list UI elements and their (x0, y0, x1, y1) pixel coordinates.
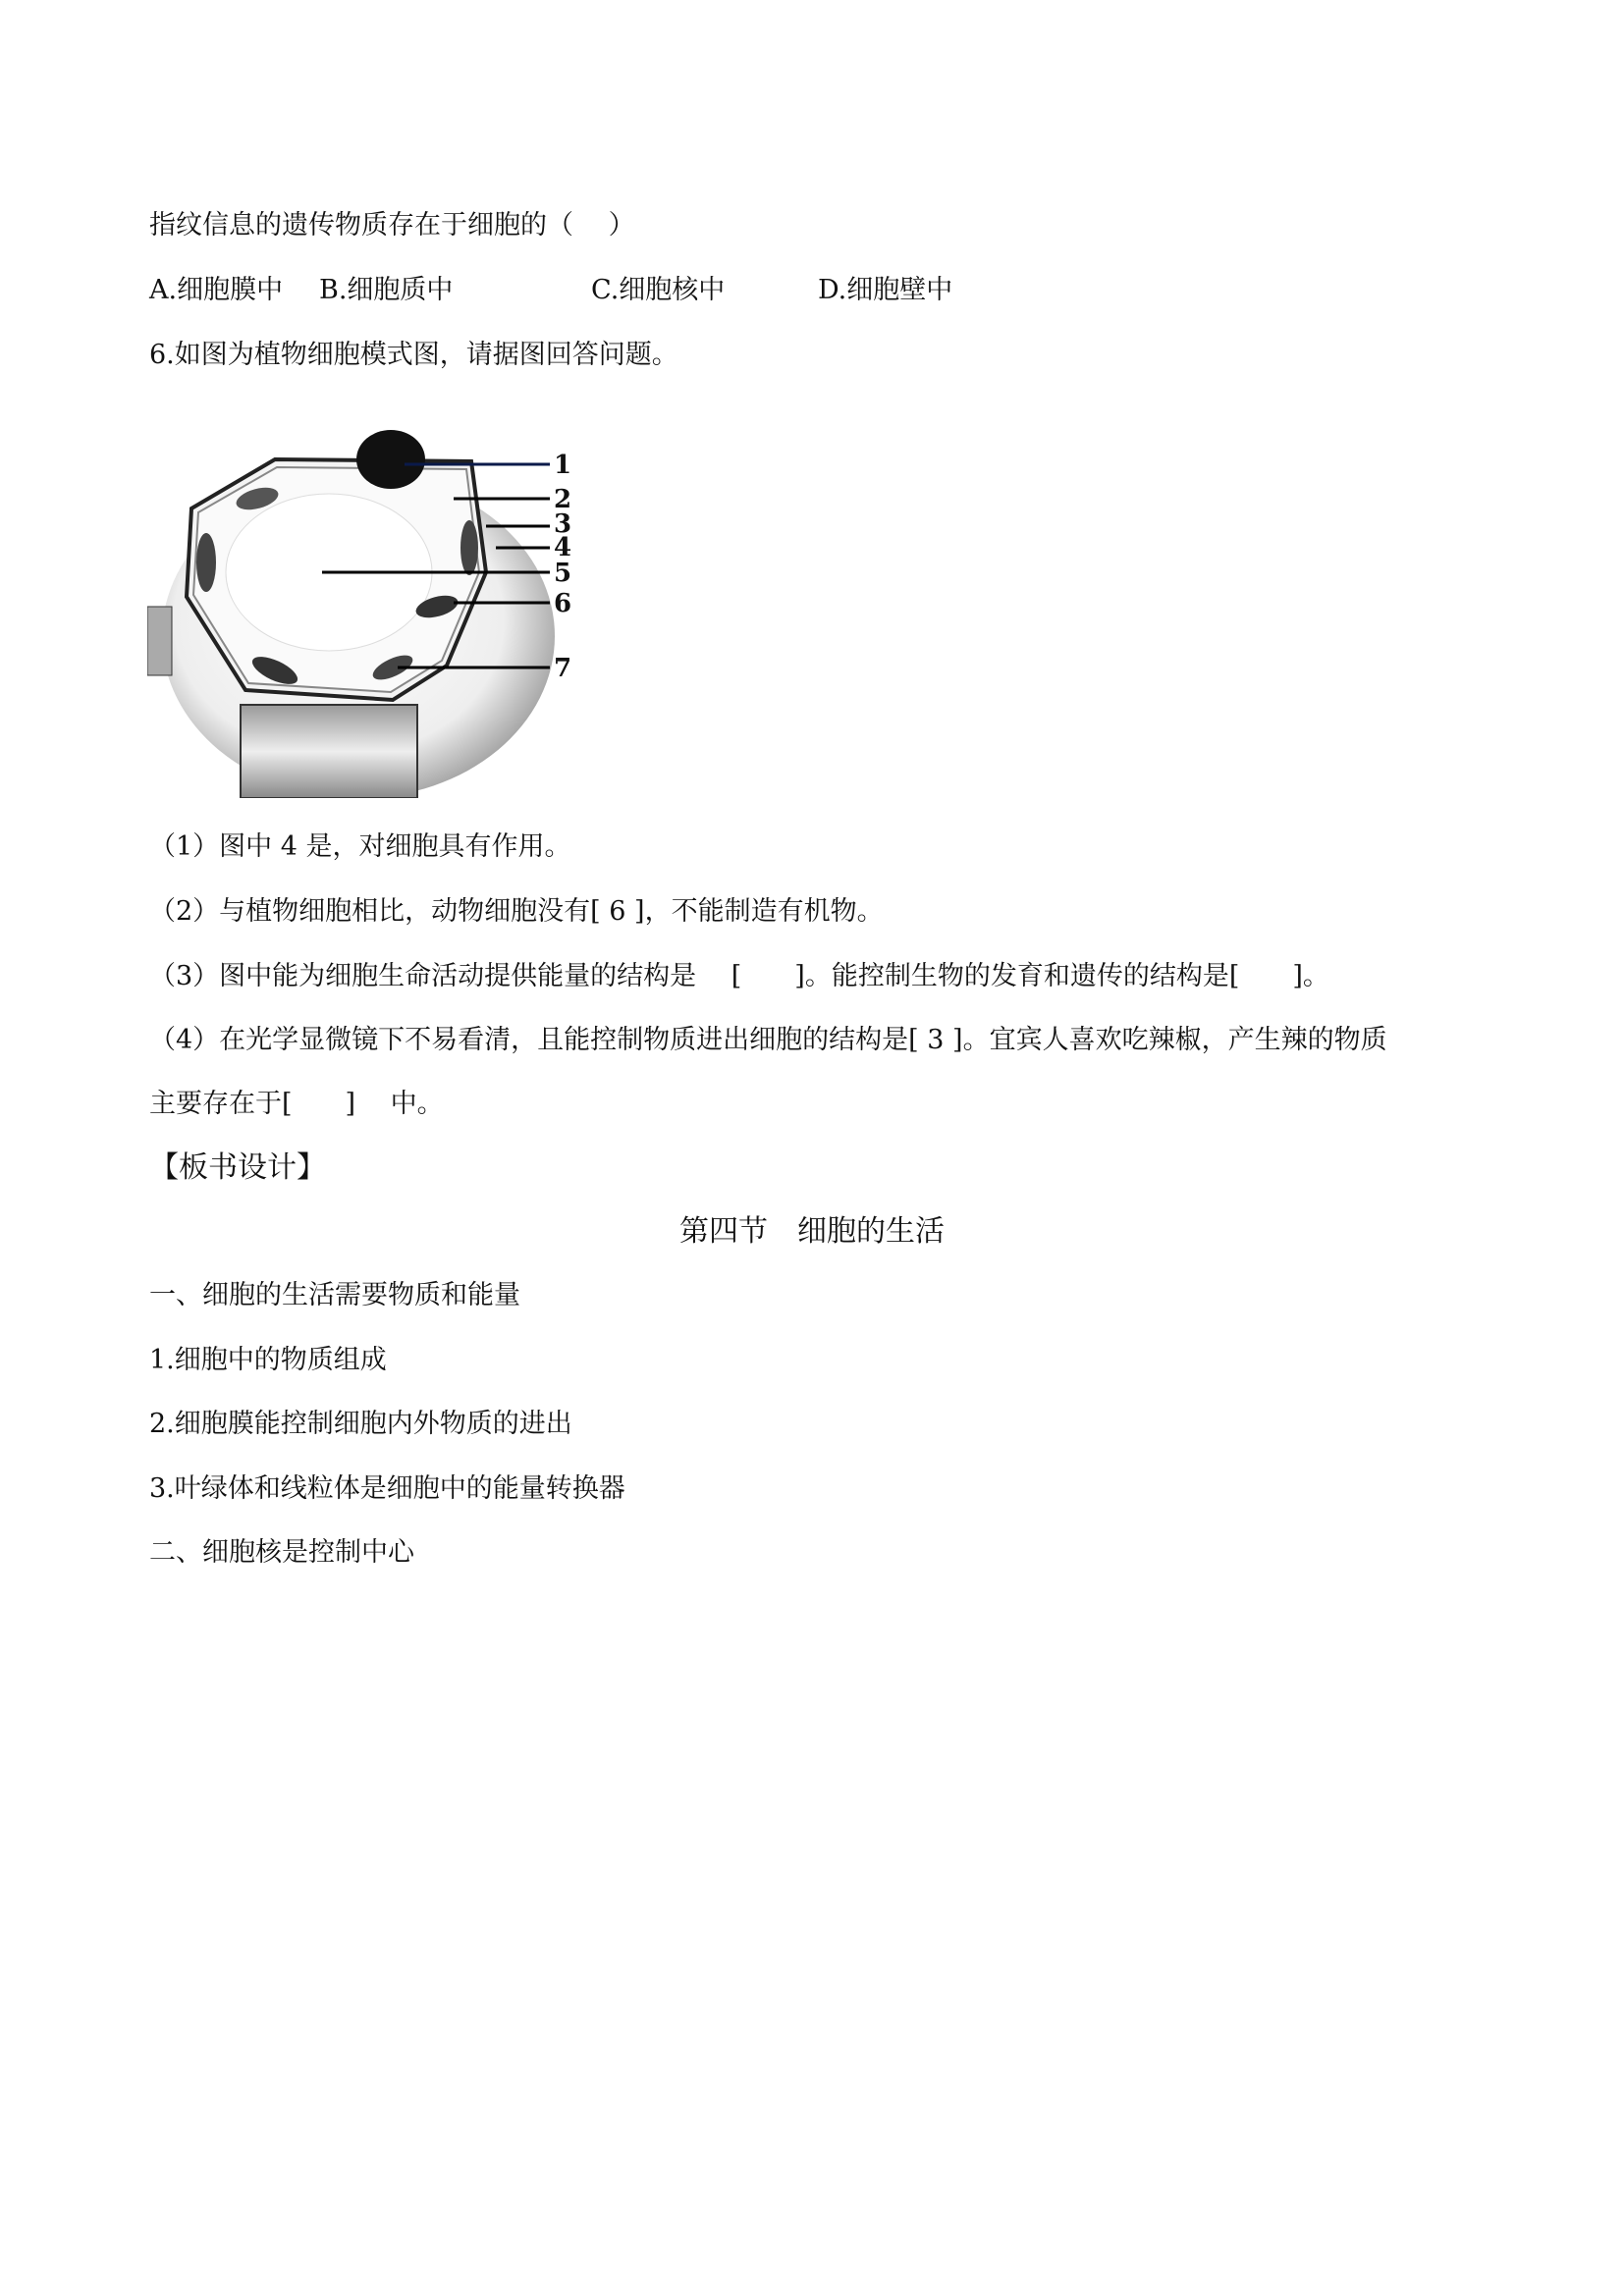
board-item: 二、细胞核是控制中心 (149, 1537, 414, 1568)
plant-cell-diagram (147, 410, 579, 798)
label-5: 5 (554, 559, 572, 588)
option-b: B.细胞质中 (319, 275, 454, 305)
label-1: 1 (554, 451, 572, 480)
board-heading: 【板书设计】 (149, 1150, 326, 1185)
label-4: 4 (554, 533, 572, 562)
board-item: 3.叶绿体和线粒体是细胞中的能量转换器 (149, 1473, 625, 1504)
board-title: 第四节 细胞的生活 (679, 1214, 945, 1249)
label-7: 7 (554, 654, 572, 683)
subquestion-4-cont: 主要存在于[ ] 中。 (149, 1089, 444, 1119)
label-6: 6 (554, 589, 572, 618)
subquestion-3: （3）图中能为细胞生命活动提供能量的结构是 [ ]。能控制生物的发育和遗传的结构是[ ]。 (149, 961, 1329, 991)
label-3: 3 (554, 509, 572, 539)
board-item: 一、细胞的生活需要物质和能量 (149, 1280, 520, 1310)
subquestion-2: （2）与植物细胞相比，动物细胞没有[ 6 ]，不能制造有机物。 (149, 896, 884, 927)
question-5-stem: 指纹信息的遗传物质存在于细胞的（ ） (149, 210, 635, 240)
subquestion-4: （4）在光学显微镜下不易看清，且能控制物质进出细胞的结构是[ 3 ]。宜宾人喜欢吃辣椒，产生辣的物质 (149, 1025, 1387, 1055)
question-6-stem: 6.如图为植物细胞模式图，请据图回答问题。 (149, 340, 678, 370)
nucleus (356, 430, 425, 489)
subquestion-1: （1）图中 4 是，对细胞具有作用。 (149, 831, 571, 862)
option-a: A.细胞膜中 (149, 275, 284, 305)
board-item: 1.细胞中的物质组成 (149, 1345, 387, 1375)
option-c: C.细胞核中 (591, 275, 726, 305)
board-item: 2.细胞膜能控制细胞内外物质的进出 (149, 1409, 572, 1439)
option-d: D.细胞壁中 (818, 275, 953, 305)
label-2: 2 (554, 485, 572, 514)
